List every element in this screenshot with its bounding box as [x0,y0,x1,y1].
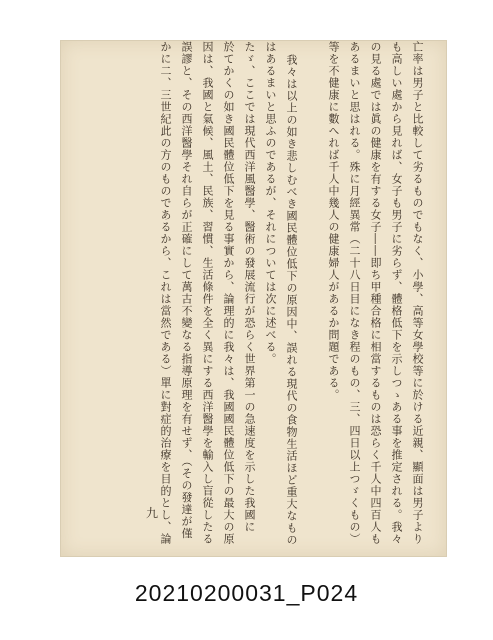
text-column: かに二、三世紀此の方のものであるから、これは當然である）單に對症的治療を目的とし、論 [159,41,172,545]
text-column: はあるまいと思ふのであるが、それについては次に述べる。 [264,41,277,365]
text-column: あるまいと思はれる。殊に月經異常（二十八日目になき程のもの、三、四日以上つゞくもの） [348,41,361,545]
text-column: 亡率は男子と比較して劣るものでもなく、小學、高等女學校等に於ける近親、顯面は男子より [411,41,424,545]
text-column: たゞ、ここでは現代西洋風醫學、醫術の發展流行が恐らく世界第一の急速度を示した我國に [243,41,256,533]
document-page [60,40,447,557]
text-column: も高しい處から見れば、女子も男子に劣らず、體格低下を示しつゝある事を推定される。我々 [390,41,403,545]
image-caption: 20210200031_P024 [134,580,359,606]
text-column: 誤謬と、その西洋醫學それ自らが正確にして萬古不變なる指導原理を有せず、（その發達が僅 [180,41,193,540]
text-column: 我々は以上の如き悲しむべき國民體位低下の原因中、誤れる現代の食物生活ほど重大なもの [285,54,298,546]
text-column: 因は、我國と氣候、風土、民族、習慣、生活條件を全く異にする西洋醫學を輸入し盲從したる [201,41,214,545]
text-column: 於てかくの如き國民體位低下を見る事實から、論理的に我々は、我國國民體位低下の最大の原 [222,41,235,545]
text-column: 等を不健康に數へれば千人中幾人の健康婦人があるか問題である。 [327,41,340,401]
text-column: の見る處では眞の健康を有する女子――即ち甲種合格に相當するものは恐らく千人中四百人も [369,41,382,545]
page-number: 九 [146,506,159,520]
